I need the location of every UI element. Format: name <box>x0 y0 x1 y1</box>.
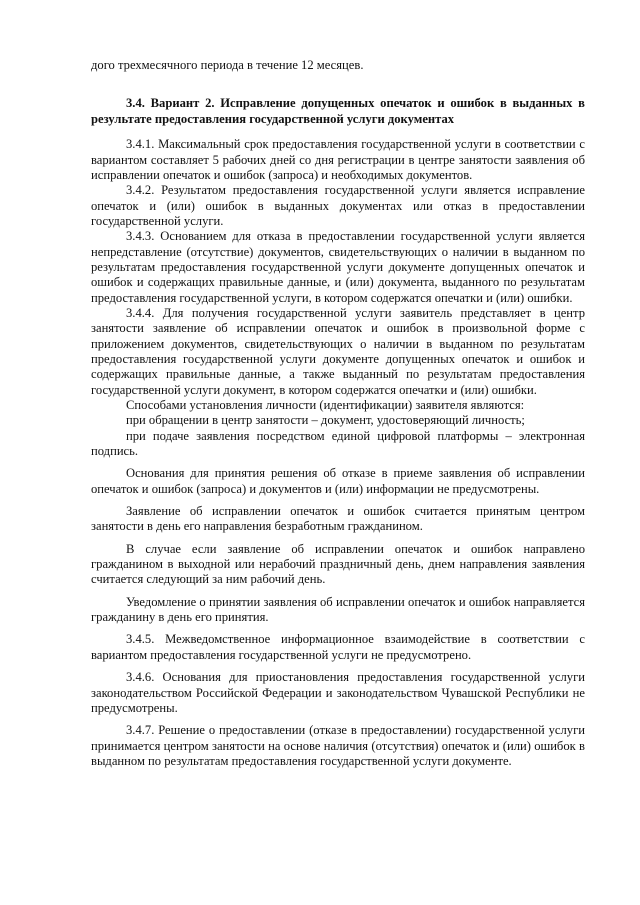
section-heading: 3.4. Вариант 2. Исправление допущенных опечаток и ошибок в выданных в результате предоставления государственной услуги документах <box>91 96 585 126</box>
paragraph-3-4-3: 3.4.3. Основанием для отказа в предоставлении государственной услуги является непредставление (отсутствие) документов, свидетельствующих о наличии в выданном по результатам предоставления государственной услуги документе допущенных опечаток и ошибок и содержащих правильные данные, и (или) документа, выданного по результатам предоставления государственной услуги, в котором содержатся опечатки и (или) ошибки. <box>91 229 585 305</box>
paragraph-in-person: при обращении в центр занятости – документ, удостоверяющий личность; <box>126 413 525 428</box>
document-page <box>91 58 585 769</box>
paragraph-refusal-grounds: Основания для принятия решения об отказе в приеме заявления об исправлении опечаток и ошибок (запроса) и документов и (или) информации не предусмотрены. <box>91 466 585 496</box>
paragraph-3-4-1: 3.4.1. Максимальный срок предоставления государственной услуги в соответствии с вариантом составляет 5 рабочих дней со дня регистрации в центре занятости заявления об исправлении опечаток и ошибок (запроса) и необходимых документов. <box>91 137 585 182</box>
paragraph-holiday-rule: В случае если заявление об исправлении опечаток и ошибок направлено гражданином в выходной или нерабочий праздничный день, днем направления заявления считается следующий за ним рабочий день. <box>91 541 585 587</box>
paragraph-3-4-4: 3.4.4. Для получения государственной услуги заявитель представляет в центр занятости заявление об исправлении опечаток и ошибок в произвольной форме с приложением документов, свидетельствующих о наличии в выданном по результатам предоставления государственной услуги документе допущенных опечаток и ошибок и содержащих правильные данные, а также выданный по результатам предоставления государственной услуги документ, в котором содержатся опечатки и (или) ошибки. <box>91 305 585 397</box>
carryover-line: дого трехмесячного периода в течение 12 месяцев. <box>91 58 364 72</box>
paragraph-notification: Уведомление о принятии заявления об исправлении опечаток и ошибок направляется гражданину в день его принятия. <box>91 594 585 625</box>
paragraph-application-accepted: Заявление об исправлении опечаток и ошибок считается принятым центром занятости в день его направления безработным гражданином. <box>91 504 585 534</box>
paragraph-3-4-2: 3.4.2. Результатом предоставления государственной услуги является исправление опечаток и (или) ошибок в выданных документах или отказ в предоставлении государственной услуги. <box>91 183 585 228</box>
paragraph-3-4-6: 3.4.6. Основания для приостановления предоставления государственной услуги законодательством Российской Федерации и законодательством Чувашской Республики не предусмотрены. <box>91 670 585 715</box>
paragraph-3-4-7: 3.4.7. Решение о предоставлении (отказе в предоставлении) государственной услуги принимается центром занятости на основе наличия (отсутствия) опечаток и (или) ошибок в выданном по результатам предоставления государственной услуги документе. <box>91 723 585 768</box>
paragraph-digital-platform: при подаче заявления посредством единой цифровой платформы – электронная подпись. <box>91 428 585 459</box>
paragraph-identification-methods: Способами установления личности (идентификации) заявителя являются: <box>126 398 525 412</box>
paragraph-3-4-5: 3.4.5. Межведомственное информационное взаимодействие в соответствии с вариантом предоставления государственной услуги не предусмотрено. <box>91 632 585 662</box>
